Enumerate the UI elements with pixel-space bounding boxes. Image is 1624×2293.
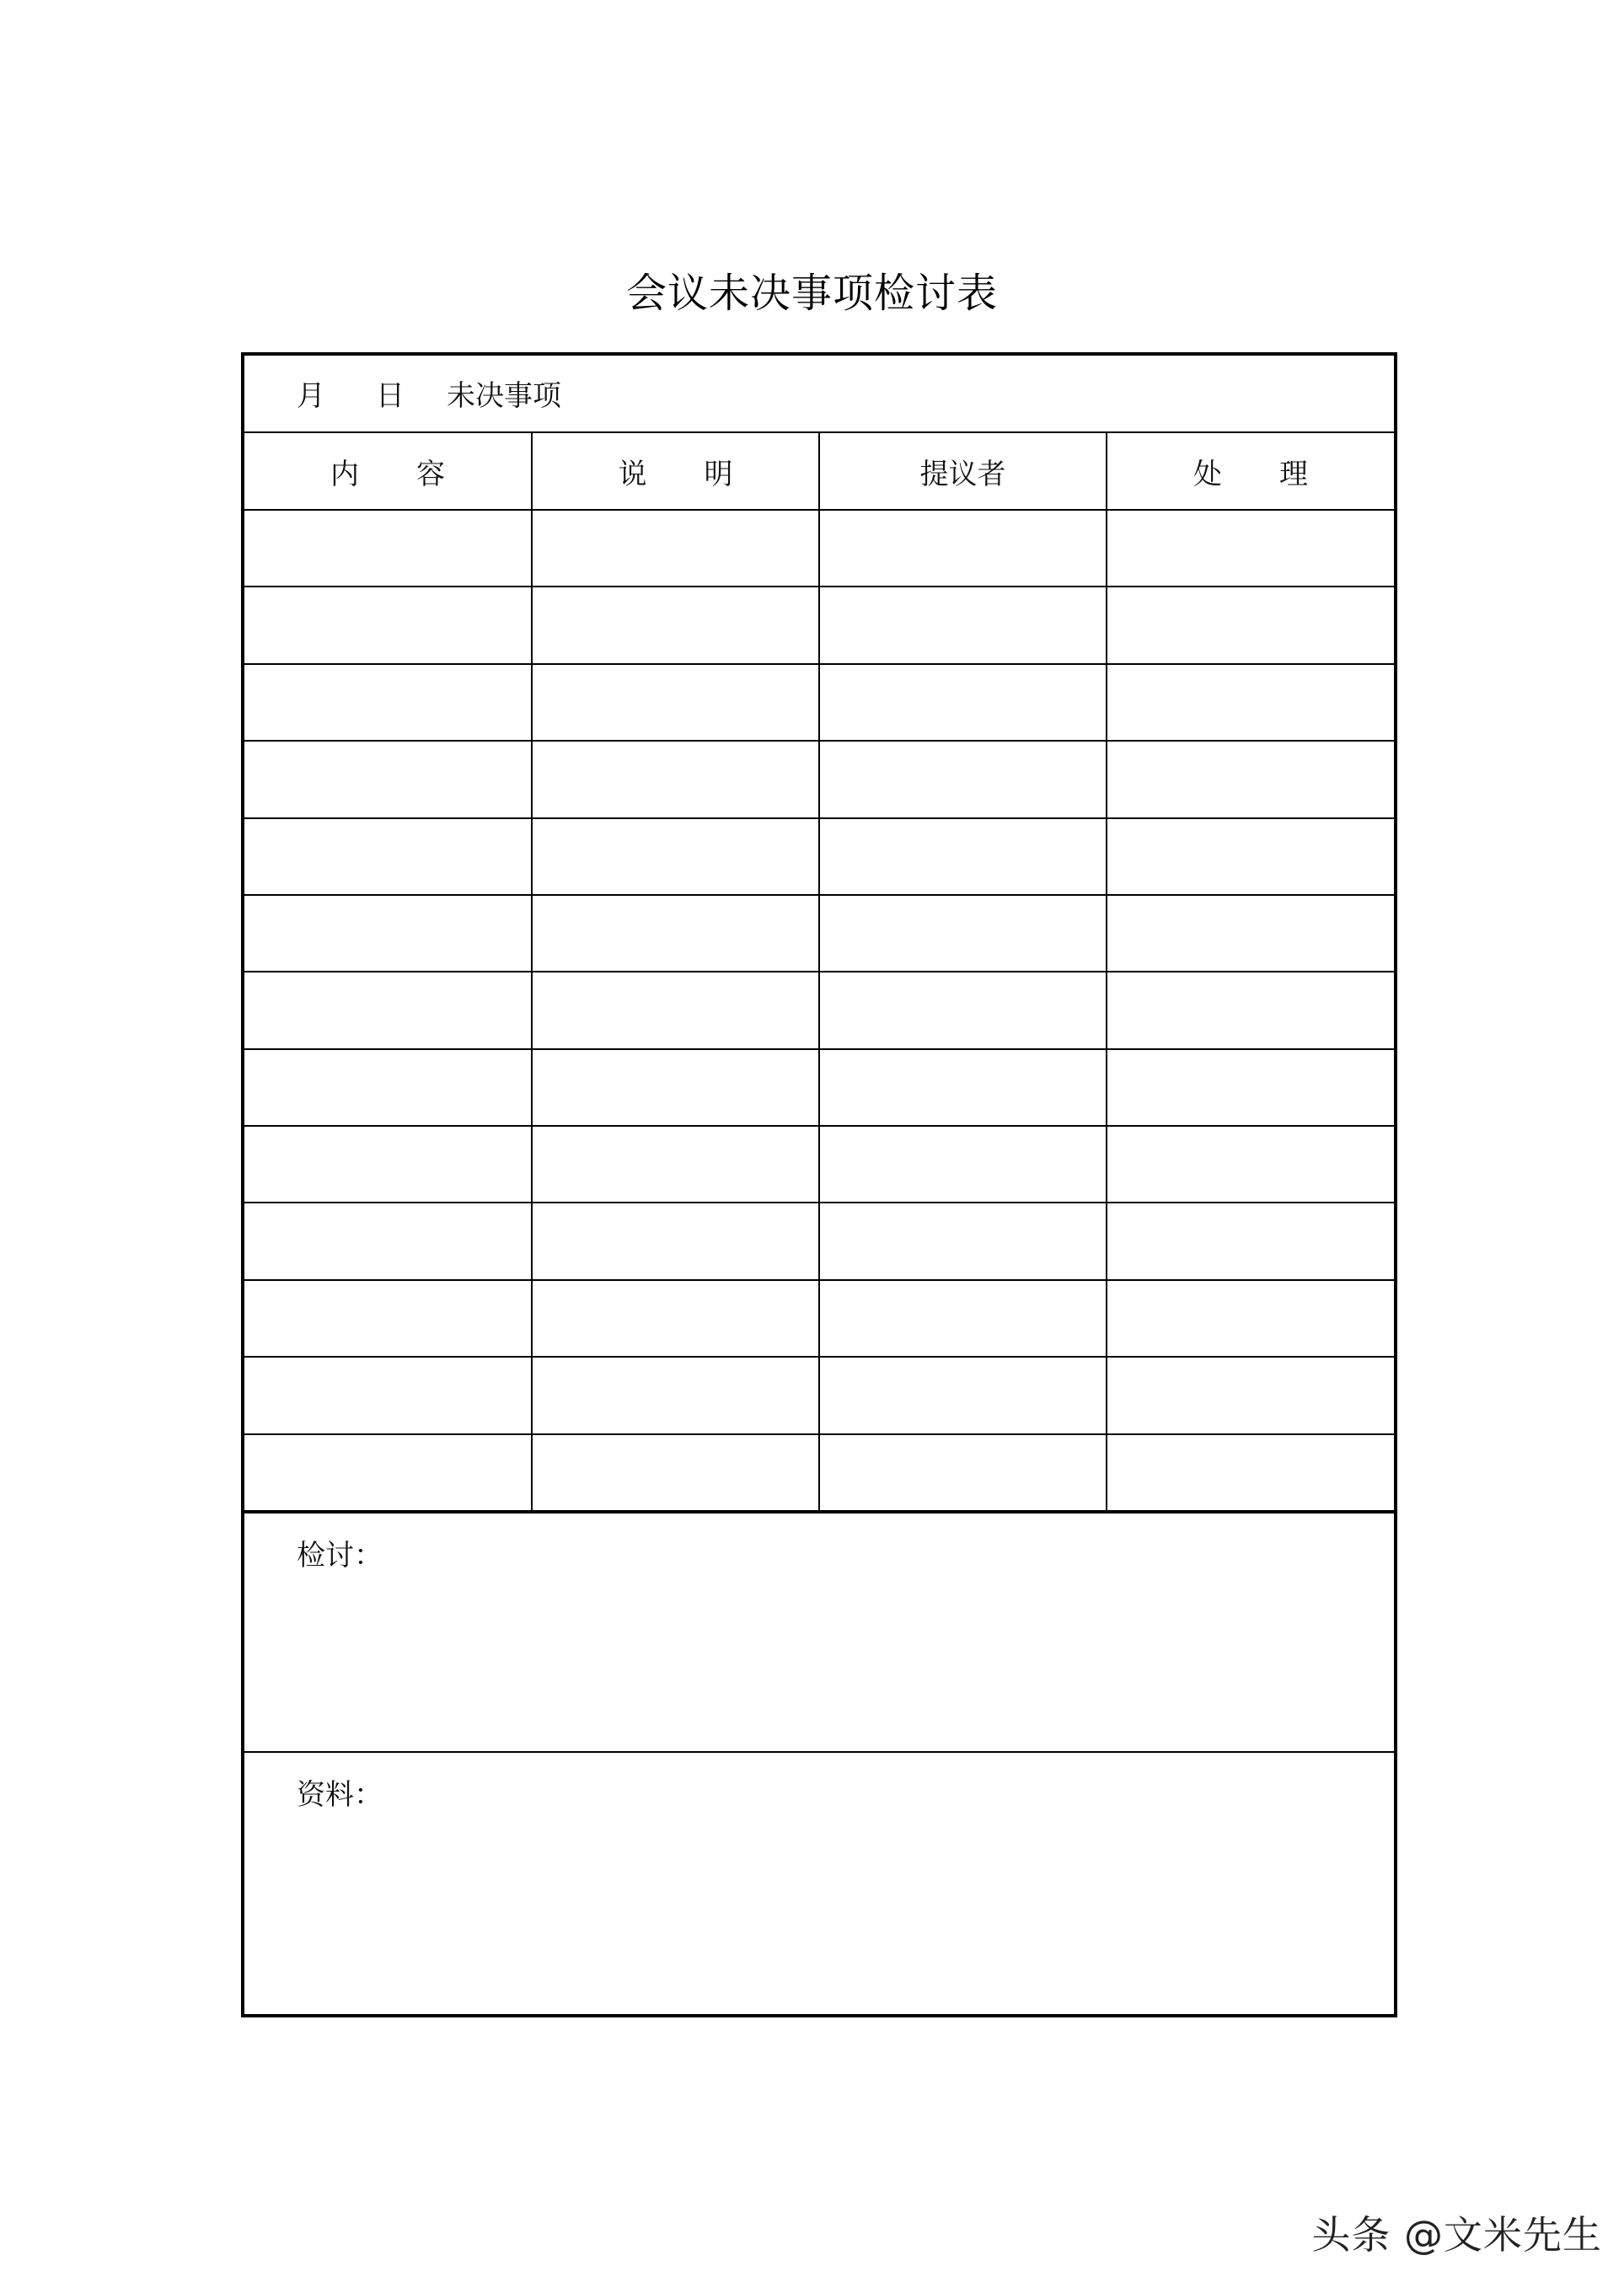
review-form — [241, 352, 1397, 2017]
table-cell[interactable] — [819, 972, 1107, 1048]
table-cell[interactable] — [532, 1280, 819, 1357]
table-cell[interactable] — [244, 1357, 532, 1433]
table-row — [244, 1357, 1394, 1433]
table-cell[interactable] — [244, 510, 532, 587]
table-cell[interactable] — [532, 1049, 819, 1126]
table-cell[interactable] — [244, 1049, 532, 1126]
table-cell[interactable] — [532, 1203, 819, 1279]
table-cell[interactable] — [819, 1357, 1107, 1433]
table-cell[interactable] — [244, 1434, 532, 1512]
table-cell[interactable] — [1107, 1357, 1394, 1433]
table-cell[interactable] — [819, 1049, 1107, 1126]
pending-items-table — [244, 433, 1394, 1512]
table-row — [244, 1203, 1394, 1279]
table-row — [244, 972, 1394, 1048]
table-cell[interactable] — [819, 895, 1107, 972]
table-row — [244, 895, 1394, 972]
table-cell[interactable] — [819, 741, 1107, 817]
table-cell[interactable] — [244, 1126, 532, 1203]
table-cell[interactable] — [532, 1434, 819, 1512]
table-cell[interactable] — [1107, 587, 1394, 663]
table-cell[interactable] — [1107, 895, 1394, 972]
table-cell[interactable] — [244, 1280, 532, 1357]
table-cell[interactable] — [532, 510, 819, 587]
table-cell[interactable] — [819, 587, 1107, 663]
table-row — [244, 818, 1394, 895]
table-cell[interactable] — [1107, 1126, 1394, 1203]
table-cell[interactable] — [532, 587, 819, 663]
table-cell[interactable] — [532, 895, 819, 972]
table-cell[interactable] — [532, 818, 819, 895]
table-row — [244, 1434, 1394, 1512]
table-cell[interactable] — [244, 741, 532, 817]
table-cell[interactable] — [1107, 818, 1394, 895]
table-row — [244, 1280, 1394, 1357]
table-cell[interactable] — [819, 510, 1107, 587]
table-cell[interactable] — [819, 818, 1107, 895]
month-label: 月 — [297, 379, 325, 413]
table-cell[interactable] — [819, 1126, 1107, 1203]
table-cell[interactable] — [1107, 510, 1394, 587]
table-row — [244, 741, 1394, 817]
table-cell[interactable] — [532, 1126, 819, 1203]
date-header-row — [244, 356, 1394, 433]
table-cell[interactable] — [532, 664, 819, 741]
table-row — [244, 510, 1394, 587]
column-header-description: 说 明 — [532, 433, 819, 510]
table-cell[interactable] — [819, 1203, 1107, 1279]
table-cell[interactable] — [244, 1203, 532, 1279]
table-cell[interactable] — [1107, 1203, 1394, 1279]
watermark: 头条 @文米先生 — [1311, 2212, 1602, 2258]
table-cell[interactable] — [244, 818, 532, 895]
table-cell[interactable] — [819, 1434, 1107, 1512]
table-cell[interactable] — [819, 1280, 1107, 1357]
table-cell[interactable] — [244, 587, 532, 663]
materials-label: 资料： — [297, 1778, 383, 1812]
table-row — [244, 587, 1394, 663]
table-cell[interactable] — [244, 895, 532, 972]
table-row — [244, 664, 1394, 741]
page-title: 会议未决事项检讨表 — [625, 270, 998, 317]
column-header-content: 内 容 — [244, 433, 532, 510]
table-cell[interactable] — [1107, 1434, 1394, 1512]
review-label: 检讨： — [297, 1539, 383, 1572]
table-cell[interactable] — [1107, 1280, 1394, 1357]
table-cell[interactable] — [244, 972, 532, 1048]
day-label: 日 — [376, 379, 405, 413]
column-header-handling: 处 理 — [1107, 433, 1394, 510]
table-cell[interactable] — [819, 664, 1107, 741]
table-row — [244, 1049, 1394, 1126]
table-header-row — [244, 433, 1394, 510]
table-cell[interactable] — [244, 664, 532, 741]
table-cell[interactable] — [532, 741, 819, 817]
table-cell[interactable] — [532, 1357, 819, 1433]
review-section — [244, 1512, 1394, 1753]
table-cell[interactable] — [1107, 741, 1394, 817]
table-row — [244, 1126, 1394, 1203]
materials-section — [244, 1753, 1394, 2014]
table-cell[interactable] — [1107, 664, 1394, 741]
table-cell[interactable] — [1107, 1049, 1394, 1126]
table-cell[interactable] — [532, 972, 819, 1048]
table-cell[interactable] — [1107, 972, 1394, 1048]
pending-items-label: 未决事项 — [447, 379, 561, 413]
column-header-proposer: 提议者 — [819, 433, 1107, 510]
